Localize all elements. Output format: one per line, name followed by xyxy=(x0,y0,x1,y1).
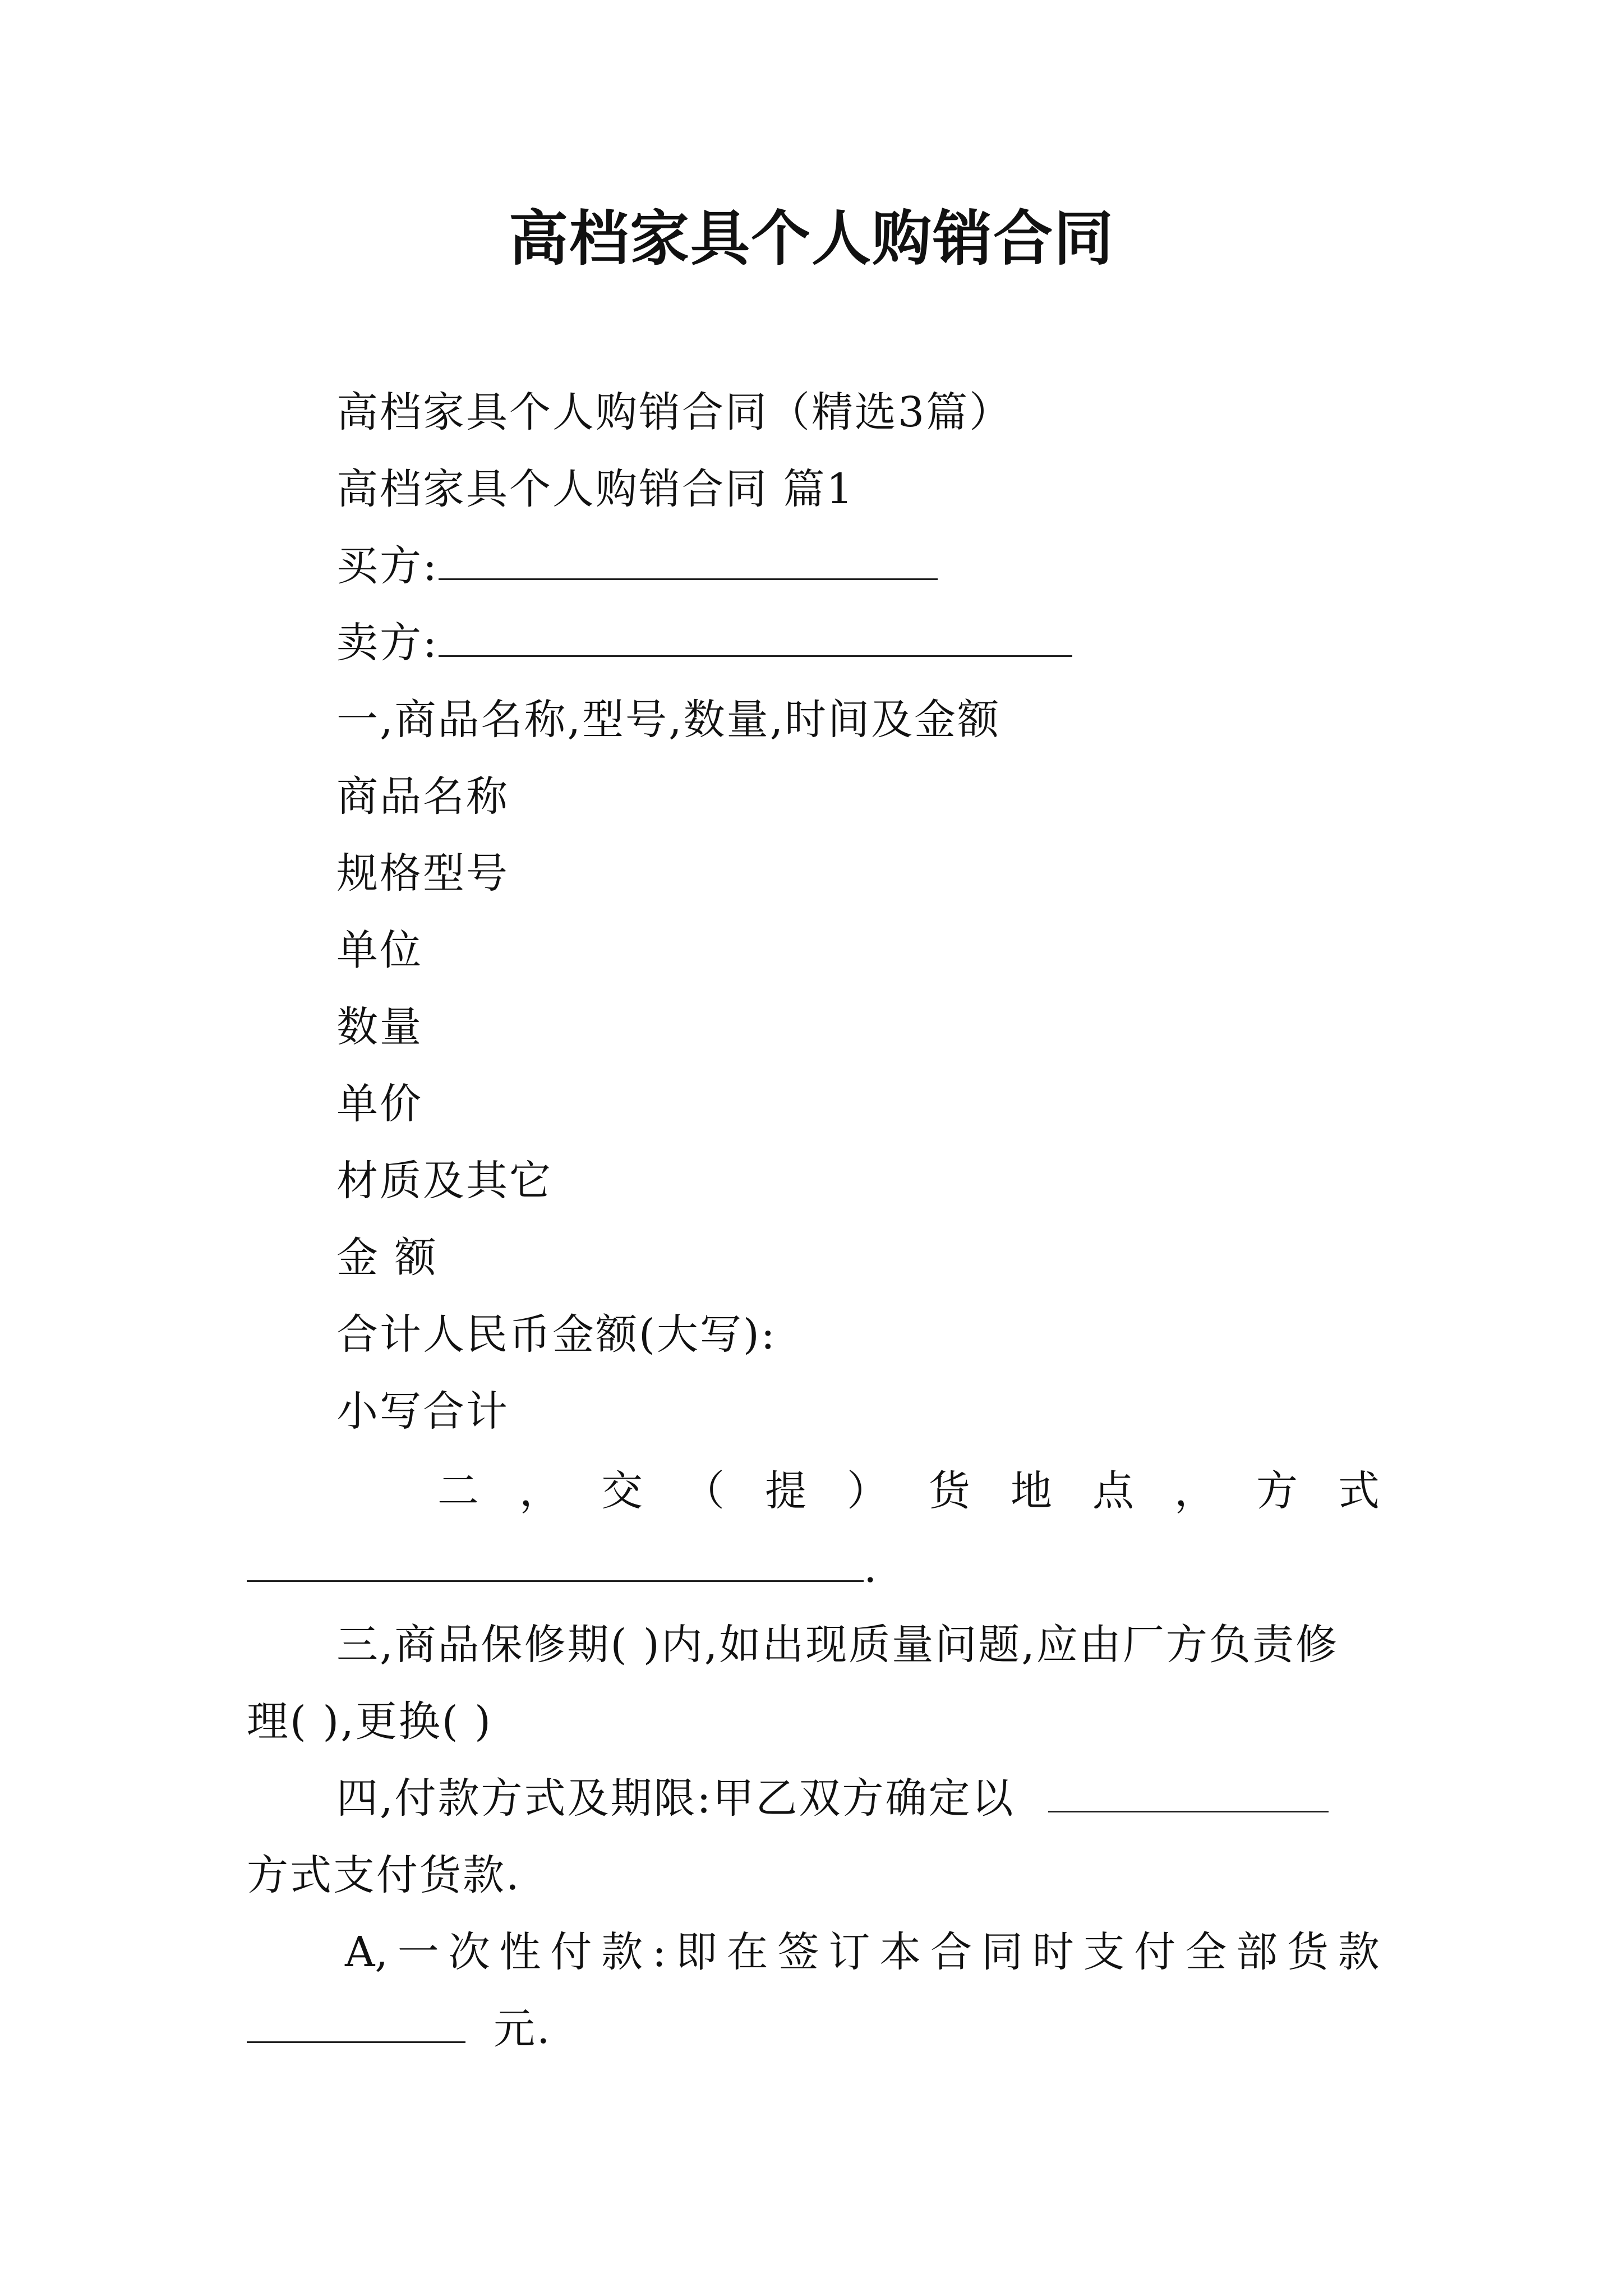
material-label: 材质及其它 xyxy=(336,1157,552,1205)
section-2-char: 方 xyxy=(1256,1467,1298,1515)
section-a-end: 元. xyxy=(494,2005,552,2053)
section-a-char: 次 xyxy=(448,1928,490,1976)
buyer-blank xyxy=(439,544,938,580)
section-2-char: 地 xyxy=(1011,1467,1052,1515)
seller-line xyxy=(336,615,1072,671)
section-4-text: 四,付款方式及期限:甲乙双方确定以 xyxy=(336,1774,1015,1823)
section-a-char: 时 xyxy=(1032,1928,1074,1976)
section-a-char: 款 xyxy=(1338,1928,1380,1976)
section-a-char: : xyxy=(652,1928,666,1976)
part-heading: 高档家具个人购销合同 篇1 xyxy=(336,465,855,513)
section-3-line-2: 理( ),更换( ) xyxy=(247,1697,493,1746)
quantity-label: 数量 xyxy=(336,1003,423,1051)
section-a-char: 货 xyxy=(1287,1928,1329,1976)
section-a-char: 支 xyxy=(1083,1928,1125,1976)
section-2-heading xyxy=(437,1463,1380,1519)
section-2-char: 货 xyxy=(929,1467,970,1515)
buyer-line xyxy=(336,538,938,594)
section-2-char: 提 xyxy=(765,1467,806,1515)
section-a-char: 付 xyxy=(1134,1928,1176,1976)
amount-label: 金 额 xyxy=(336,1234,438,1282)
total-rmb-label: 合计人民币金额(大写): xyxy=(336,1310,777,1359)
seller-label: 卖方: xyxy=(336,619,439,667)
section-4-line-1 xyxy=(336,1770,1329,1826)
section-a-char: 本 xyxy=(879,1928,921,1976)
section-2-blank-line xyxy=(247,1540,879,1596)
delivery-blank xyxy=(247,1545,864,1582)
section-2-char: ） xyxy=(847,1467,888,1515)
section-2-char: ， xyxy=(1174,1467,1216,1515)
section-a-char: A, xyxy=(345,1928,388,1976)
section-1-heading: 一,商品名称,型号,数量,时间及金额 xyxy=(336,696,1001,744)
section-a-char: 部 xyxy=(1236,1928,1278,1976)
section-a-char: 付 xyxy=(550,1928,592,1976)
section-3-line-1: 三,商品保修期( )内,如出现质量问题,应由厂方负责修 xyxy=(336,1621,1339,1669)
section-a-char: 性 xyxy=(499,1928,541,1976)
section-a-line-1 xyxy=(345,1924,1380,1980)
section-2-char: 交 xyxy=(601,1467,643,1515)
total-small-label: 小写合计 xyxy=(336,1387,509,1435)
buyer-label: 买方: xyxy=(336,542,439,590)
unit-label: 单位 xyxy=(336,926,423,974)
section-2-end: . xyxy=(864,1544,879,1592)
section-2-char: 式 xyxy=(1338,1467,1380,1515)
seller-blank xyxy=(439,620,1072,657)
spec-model-label: 规格型号 xyxy=(336,849,509,898)
goods-name-label: 商品名称 xyxy=(336,772,509,821)
section-4-line-2: 方式支付货款. xyxy=(247,1851,521,1899)
document-title: 高档家具个人购销合同 xyxy=(509,203,1114,273)
section-2-char: 二 xyxy=(437,1467,479,1515)
section-a-char: 一 xyxy=(397,1928,439,1976)
section-2-char: ， xyxy=(519,1467,561,1515)
section-a-char: 全 xyxy=(1185,1928,1227,1976)
unit-price-label: 单价 xyxy=(336,1080,423,1128)
section-a-char: 在 xyxy=(726,1928,768,1976)
section-2-char: （ xyxy=(683,1467,725,1515)
subtitle-line: 高档家具个人购销合同（精选3篇） xyxy=(336,388,1013,436)
section-a-line-2 xyxy=(247,2001,552,2057)
section-a-char: 合 xyxy=(930,1928,972,1976)
payment-amount-blank xyxy=(247,2007,465,2043)
section-a-char: 订 xyxy=(828,1928,870,1976)
section-a-char: 签 xyxy=(777,1928,819,1976)
section-a-char: 即 xyxy=(675,1928,717,1976)
section-2-char: 点 xyxy=(1092,1467,1134,1515)
payment-method-blank xyxy=(1048,1776,1329,1812)
section-a-char: 同 xyxy=(981,1928,1023,1976)
section-a-char: 款 xyxy=(601,1928,643,1976)
